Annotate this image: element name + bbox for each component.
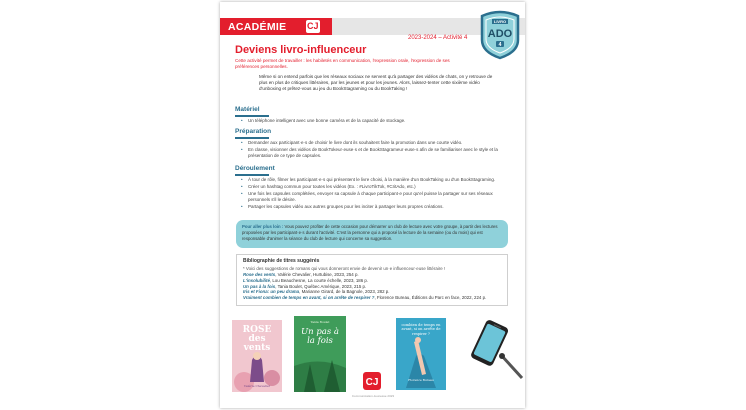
cj-logo-text: CJ (307, 21, 319, 31)
list-item: • Un téléphone intelligent avec une bonne caméra et de la capacité de stockage. (240, 118, 510, 124)
bibliography-entry (243, 295, 501, 301)
book-title: Vraiment combien de temps en avant, si on arrête de respirer ? (243, 295, 375, 301)
book-cover-un-pas-a-la-fois (294, 316, 346, 392)
badge-main-text: ADO (487, 28, 513, 40)
deroulement-list (240, 177, 510, 211)
list-item: • Créer un hashtag commun pour toutes les vidéos (Ex. : #LivroTikTok, #CritAdo, etc.) (240, 184, 510, 190)
cj-logo (306, 20, 320, 33)
list-item: • En classe, visionner des vidéos de BookTokeur·euse·s et de BookStagrameur·euse·s afin de se familiariser avec le style et la présentation de ce type de capsules. (240, 147, 510, 159)
book-details: , Lou Beauchesne, La courte échelle, 2023, 186 p. (269, 277, 369, 283)
book-title: Iris et Fiona: un peu drama (243, 289, 300, 295)
phone-selfie-stick-illustration (468, 316, 524, 382)
cover-author: Tania Boulet (310, 320, 330, 324)
cover-title: ROSE des vents (242, 325, 272, 353)
cover-author: Florence Bureau (408, 378, 434, 382)
bibliography-title: Bibliographie de titres suggérés (243, 258, 320, 264)
brand-name: ACADÉMIE (228, 21, 287, 33)
book-details: , Tania Boulet, Québec Amérique, 2023, 215 p. (275, 283, 367, 289)
bibliography-box (236, 254, 508, 306)
book-title: Un pas à la fois (243, 283, 276, 289)
cover-author: Valérie Chevalier (243, 384, 271, 388)
go-further-text: Vous pouvez profiter de cette occasion pour démarrer un club de lecture avec votre groupe, à partir des lectures proposées par les participant·e·s durant l'activité. C'est la personne qui a proposé la lecture de la semaine (ou du mois) qui est responsable d'animer la séance du club de lecture qui concerne sa suggestion. (242, 224, 498, 241)
book-title: L'insolubilité (243, 277, 270, 283)
list-item: • À tour de rôle, filmer les participant·e·s qui présentent le livre choisi, à la manière d'un BookTaking ou d'un BookStagraming. (240, 177, 510, 183)
activity-sheet (220, 2, 525, 408)
footer-text: Communication-Jeunesse 2023 (351, 394, 395, 398)
year-activity: 2023-2024 – Activité 4 (408, 35, 468, 41)
book-details: , Florence Bureau, Éditions du Parc en face, 2022, 224 p. (374, 295, 487, 301)
section-heading-deroulement: Déroulement (235, 165, 275, 172)
badge-top-text: LIVRO (493, 19, 507, 24)
book-details: , Marianne Girard, de la Bagnole, 2023, 282 p. (299, 289, 390, 295)
objective-text: Cette activité permet de travailler : les habiletés en communication, l'expression orale, l'expression de ses préférences personnelles. (235, 58, 450, 69)
preparation-list (240, 140, 510, 160)
badge-number: 4 (498, 42, 502, 48)
bibliography-subtitle: * Voici des suggestions de romans qui vous donneront envie de devenir un·e influenceur·euse littéraire ! (243, 266, 446, 271)
section-heading-preparation: Préparation (235, 128, 272, 135)
section-underline (235, 115, 269, 117)
intro-text: Même si on entend parfois que les réseaux sociaux ne servent qu'à partager des vidéos de chats, on y retrouve de plus en plus de critiques littéraires, par les jeunes et pour les jeunes. Alors, laissez-tenter cette sixième vidéo d'unboxing et prêtez-vous au jeu du BookStagraming ou du BookTaking ! (259, 74, 493, 92)
cj-footer-logo (363, 372, 381, 392)
section-heading-materiel: Matériel (235, 106, 260, 113)
cover-title: Un pas à la fois (301, 327, 339, 346)
go-further-box (236, 220, 508, 248)
cover-title: combien de temps en avant, si on arrête de respirer ? (401, 323, 441, 336)
page-title: Deviens livro-influenceur (235, 44, 367, 56)
list-item: • Partager les capsules vidéo aux autres groupes pour les inciter à partager leurs propres créations. (240, 204, 510, 210)
book-details: , Valérie Chevalier, Hurtubise, 2023, 254 p. (275, 272, 359, 277)
list-item: • Une fois les capsules complétées, envoyer sa capsule à chaque participant·e pour qu'el puisse la partager sur ses réseaux personnels s'il le désire. (240, 191, 510, 203)
list-item: • Demander aux participant·e·s de choisir le livre dont ils souhaitent faire la promotion dans une courte vidéo. (240, 140, 510, 146)
footer-logo-text: CJ (365, 377, 379, 388)
book-cover-rose-des-vents (232, 320, 282, 392)
section-underline (235, 137, 269, 139)
materiel-list (240, 118, 510, 125)
book-title: Rose des vents (243, 272, 276, 277)
brand-bar (220, 18, 332, 35)
go-further-lead: Pour aller plus loin : (242, 224, 284, 229)
livro-ado-badge (478, 10, 522, 60)
section-underline (235, 174, 269, 176)
book-cover-respirer (396, 318, 446, 390)
